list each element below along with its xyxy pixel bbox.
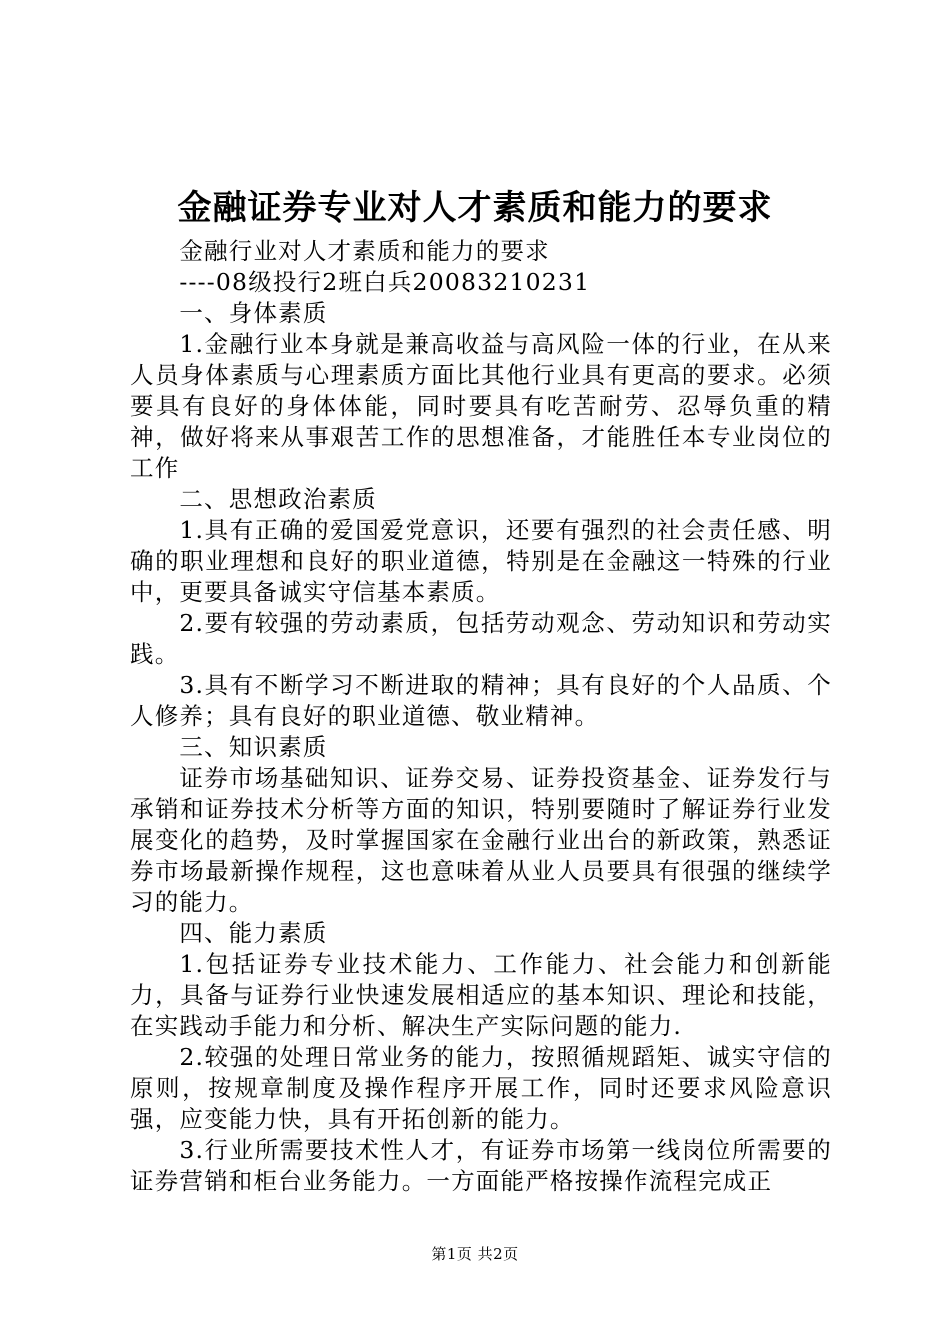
paragraph: 1.金融行业本身就是兼高收益与高风险一体的行业，在从来人员身体素质与心理素质方面比其他行业具有更高的要求。必须要具有良好的身体体能，同时要具有吃苦耐劳、忍辱负重的精神，做好将来从事艰苦工作的思想准备，才能胜任本专业岗位的工作 (130, 330, 832, 482)
paragraph: 证券市场基础知识、证券交易、证券投资基金、证券发行与承销和证券技术分析等方面的知识，特别要随时了解证券行业发展变化的趋势，及时掌握国家在金融行业出台的新政策，熟悉证券市场最新操作规程，这也意味着从业人员要具有很强的继续学习的能力。 (130, 764, 832, 916)
paragraph: 1.具有正确的爱国爱党意识，还要有强烈的社会责任感、明确的职业理想和良好的职业道德，特别是在金融这一特殊的行业中，更要具备诚实守信基本素质。 (130, 516, 832, 606)
paragraph: 3.具有不断学习不断进取的精神；具有良好的个人品质、个人修养；具有良好的职业道德、敬业精神。 (130, 671, 832, 730)
document-body (130, 236, 832, 1197)
paragraph: 3.行业所需要技术性人才，有证券市场第一线岗位所需要的证券营销和柜台业务能力。一方面能严格按操作流程完成正 (130, 1136, 832, 1195)
section-heading-ability: 四、能力素质 (179, 919, 328, 947)
subtitle: 金融行业对人才素质和能力的要求 (179, 237, 550, 265)
page-footer: 第1页 共2页 (431, 1245, 519, 1263)
document-title: 金融证券专业对人才素质和能力的要求 (177, 188, 773, 228)
paragraph: 2.较强的处理日常业务的能力，按照循规蹈矩、诚实守信的原则，按规章制度及操作程序开展工作，同时还要求风险意识强，应变能力快，具有开拓创新的能力。 (130, 1043, 832, 1133)
paragraph: 2.要有较强的劳动素质，包括劳动观念、劳动知识和劳动实践。 (130, 609, 832, 668)
section-heading-knowledge: 三、知识素质 (179, 733, 328, 761)
section-heading-physical: 一、身体素质 (179, 299, 328, 327)
author-line: ----08级投行2班白兵20083210231 (179, 268, 591, 296)
section-heading-political: 二、思想政治素质 (179, 485, 377, 513)
paragraph: 1.包括证券专业技术能力、工作能力、社会能力和创新能力，具备与证券行业快速发展相适应的基本知识、理论和技能，在实践动手能力和分析、解决生产实际问题的能力. (130, 950, 832, 1040)
